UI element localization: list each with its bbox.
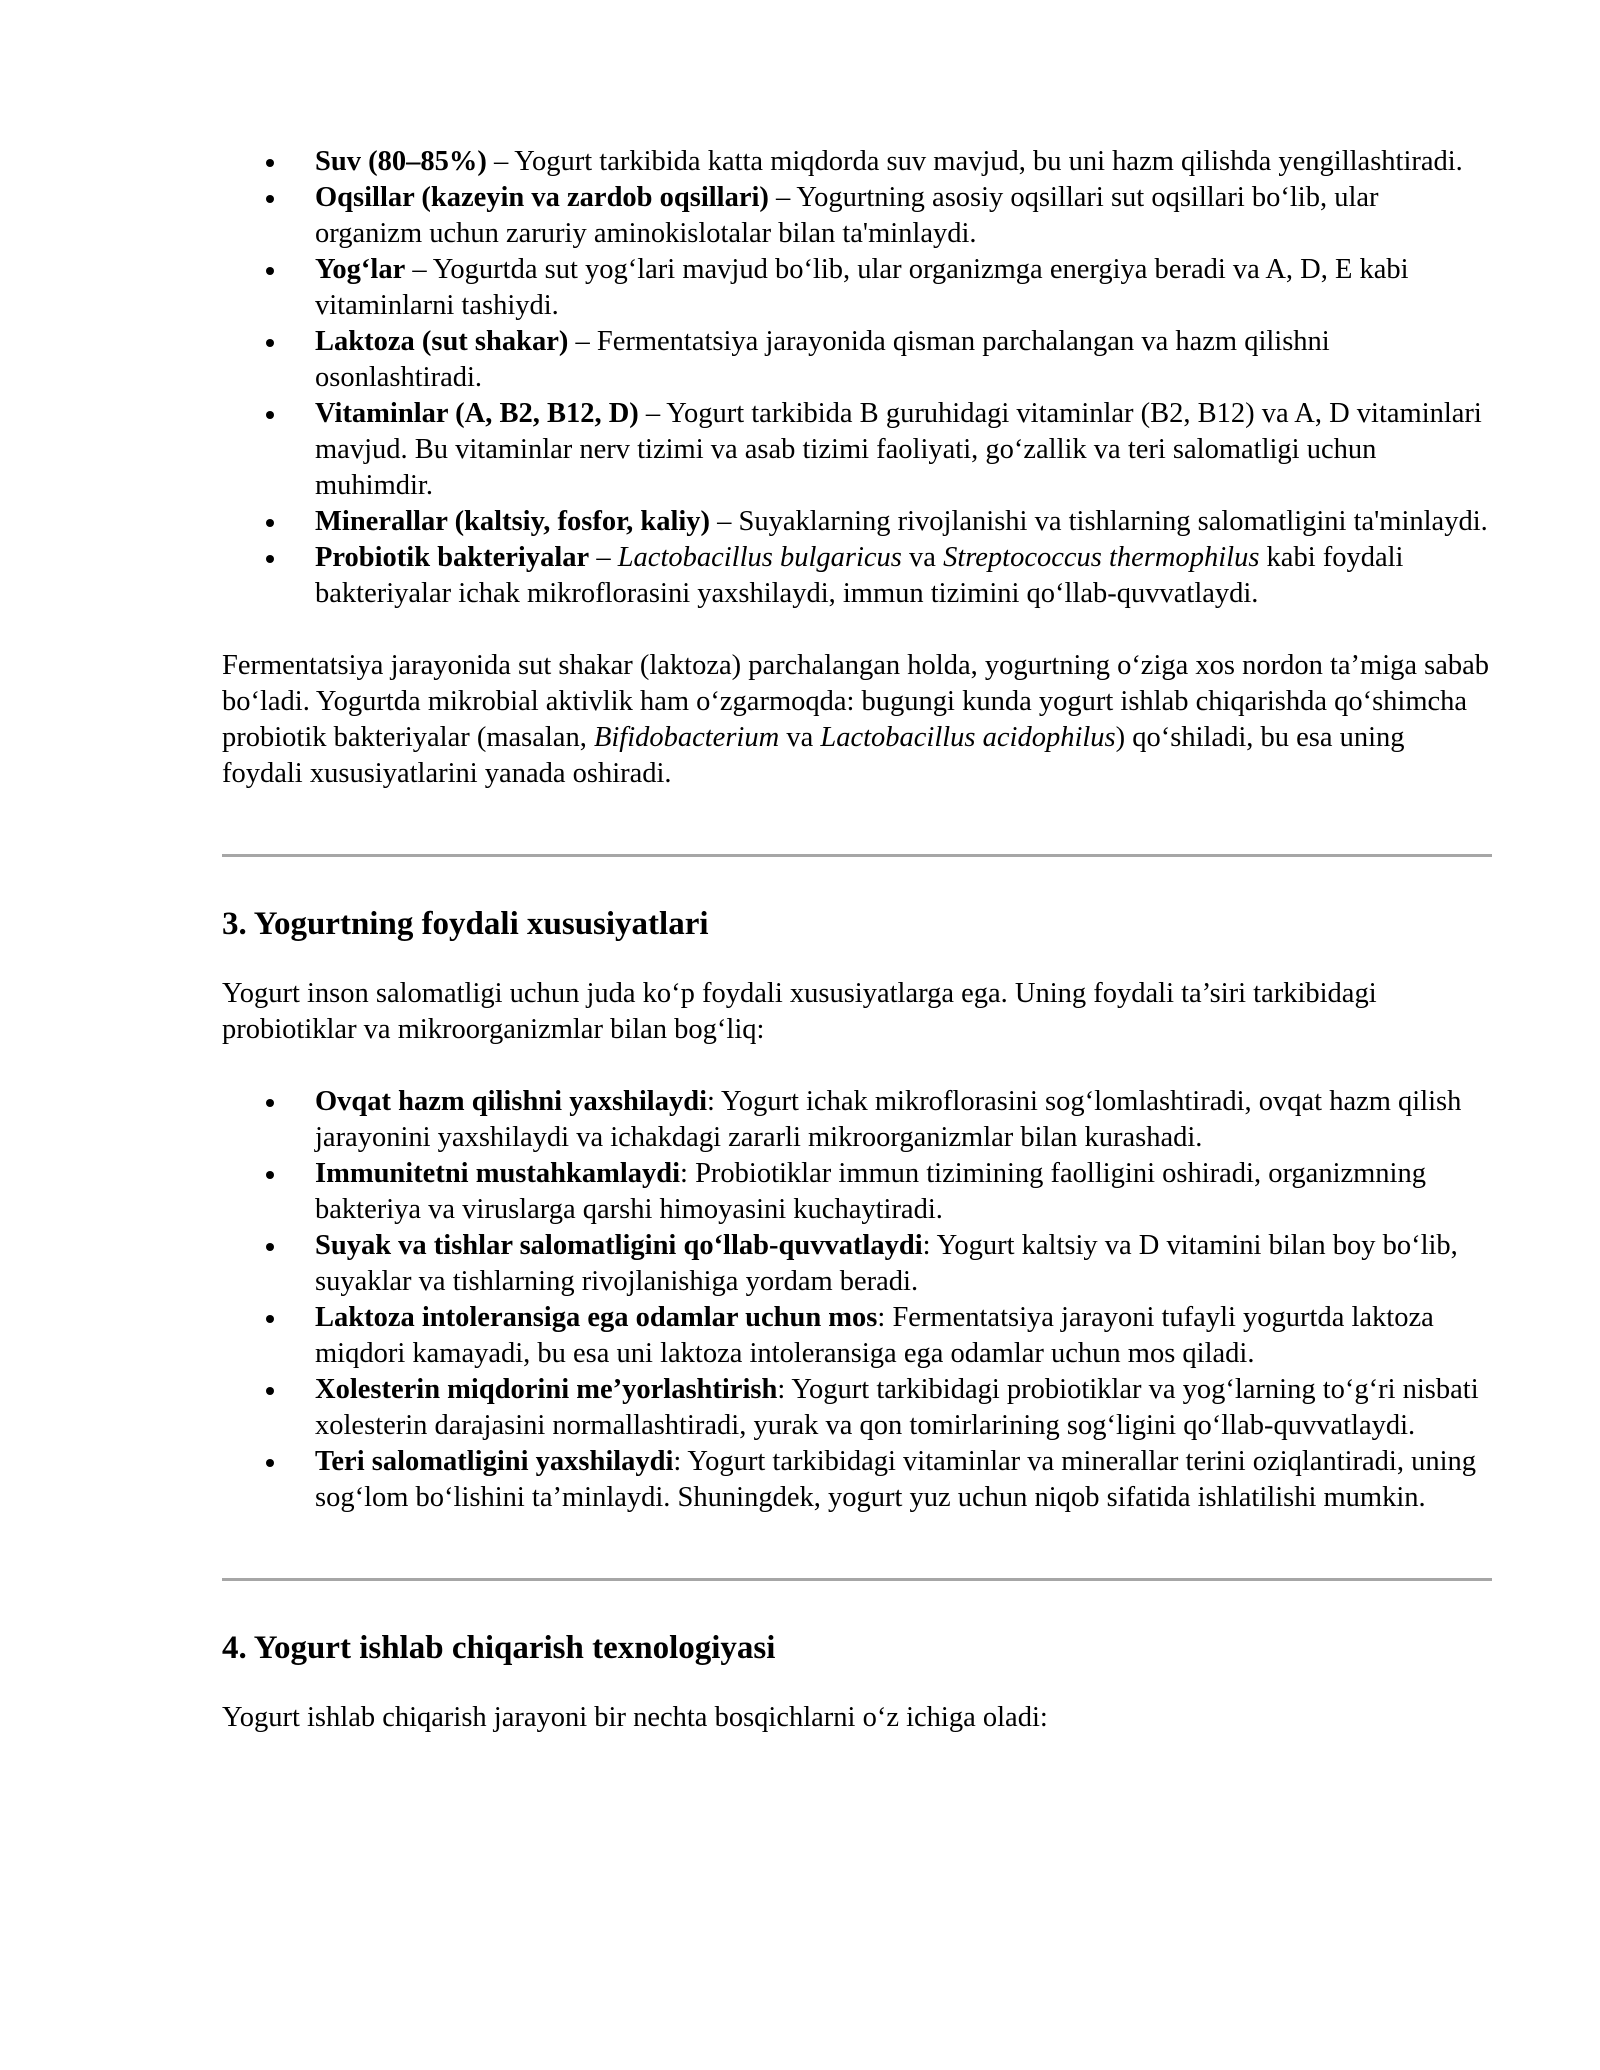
list-item-term: Vitaminlar (A, B2, B12, D) <box>315 398 639 429</box>
text-run: kabi foydali bakteriyalar ichak mikroflorasini yaxshilaydi, immun tizimini qo‘llab-quvvatlaydi. <box>315 542 1404 609</box>
text-run: Fermentatsiya jarayoni tufayli yogurtda laktoza miqdori kamayadi, bu esa uni laktoza intoleransiga ega odamlar uchun mos qiladi. <box>315 1302 1434 1369</box>
list-item <box>315 1372 1492 1444</box>
list-item-separator: – <box>568 326 597 357</box>
list-item <box>315 144 1492 180</box>
list-item-term: Suv (80–85%) <box>315 146 487 177</box>
list-item-term: Oqsillar (kazeyin va zardob oqsillari) <box>315 182 769 213</box>
italic-text: Streptococcus thermophilus <box>943 542 1260 573</box>
list-item-separator: : <box>922 1230 937 1261</box>
text-run: Yogurt ichak mikroflorasini sog‘lomlashtiradi, ovqat hazm qilish jarayonini yaxshilaydi va ichakdagi zararli mikroorganizmlar bilan kurashadi. <box>315 1086 1462 1153</box>
bullet-icon <box>266 1243 274 1251</box>
section-4-intro: Yogurt ishlab chiqarish jarayoni bir nechta bosqichlarni o‘z ichiga oladi: <box>222 1702 1048 1733</box>
list-item-separator: – <box>589 542 618 573</box>
list-item <box>315 1300 1492 1372</box>
bullet-icon <box>266 519 274 527</box>
list-item <box>315 1156 1492 1228</box>
section-3-heading: 3. Yogurtning foydali xususiyatlari <box>222 906 709 942</box>
list-item <box>315 252 1492 324</box>
bullet-icon <box>266 339 274 347</box>
list-item-term: Laktoza intoleransiga ega odamlar uchun mos <box>315 1302 878 1333</box>
spacer <box>222 1581 1492 1628</box>
bullet-icon <box>266 267 274 275</box>
list-item-separator: : <box>680 1158 696 1189</box>
spacer <box>222 1048 1492 1084</box>
text-run: Yogurt tarkibida katta miqdorda suv mavjud, bu uni hazm qilishda yengillashtiradi. <box>514 146 1463 177</box>
text-run: Suyaklarning rivojlanishi va tishlarning salomatligini ta'minlaydi. <box>738 506 1488 537</box>
bullet-icon <box>266 1099 274 1107</box>
text-run: Yogurt kaltsiy va D vitamini bilan boy bo‘lib, suyaklar va tishlarning rivojlanishiga yordam beradi. <box>315 1230 1458 1297</box>
list-item-term: Ovqat hazm qilishni yaxshilaydi <box>315 1086 707 1117</box>
bullet-icon <box>266 1171 274 1179</box>
italic-text: Lactobacillus acidophilus <box>820 722 1116 753</box>
section-3-intro: Yogurt inson salomatligi uchun juda ko‘p foydali xususiyatlarga ega. Uning foydali ta’siri tarkibidagi probiotiklar va mikroorganizmlar bilan bog‘liq: <box>222 978 1377 1045</box>
text-run: va <box>901 542 944 573</box>
list-item-separator: – <box>768 182 797 213</box>
list-item <box>315 180 1492 252</box>
spacer <box>222 944 1492 976</box>
list-item-separator: : <box>673 1446 688 1477</box>
bullet-icon <box>266 1387 274 1395</box>
composition-list <box>222 144 1492 612</box>
list-item-separator: : <box>877 1302 893 1333</box>
list-item-separator: : <box>777 1374 792 1405</box>
list-item-separator: – <box>710 506 739 537</box>
spacer <box>222 1516 1492 1578</box>
bullet-icon <box>266 195 274 203</box>
list-item <box>315 540 1492 612</box>
text-run: Yogurtning asosiy oqsillari sut oqsillari bo‘lib, ular organizm uchun zaruriy aminokislotalar bilan ta'minlaydi. <box>315 182 1379 249</box>
list-item-term: Immunitetni mustahkamlaydi <box>315 1158 681 1189</box>
list-item-term: Teri salomatligini yaxshilaydi <box>315 1446 674 1477</box>
bullet-icon <box>266 555 274 563</box>
list-item <box>315 504 1492 540</box>
text-run: va <box>779 722 821 753</box>
page-content <box>222 144 1492 1736</box>
benefits-list <box>222 1084 1492 1516</box>
list-item <box>315 324 1492 396</box>
text-run: Yogurtda sut yog‘lari mavjud bo‘lib, ular organizmga energiya beradi va A, D, E kabi vitaminlarni tashiydi. <box>315 254 1409 321</box>
text-run: Yogurt tarkibidagi probiotiklar va yog‘larning to‘g‘ri nisbati xolesterin darajasini normallashtiradi, yurak va qon tomirlarining sog‘ligini qo‘llab-quvvatlaydi. <box>315 1374 1479 1441</box>
text-run: Fermentatsiya jarayonida sut shakar (laktoza) parchalangan holda, yogurtning o‘ziga xos nordon ta’miga sabab bo‘ladi. Yogurtda mikrobial aktivlik ham o‘zgarmoqda: bugungi kunda yogurt ishlab chiqarishda qo‘shimcha probiotik bakteriyalar (masalan, <box>222 650 1490 753</box>
spacer <box>222 1668 1492 1700</box>
bullet-icon <box>266 159 274 167</box>
list-item-separator: – <box>486 146 515 177</box>
list-item-term: Xolesterin miqdorini me’yorlashtirish <box>315 1374 778 1405</box>
text-run: Fermentatsiya jarayonida qisman parchalangan va hazm qilishni osonlashtiradi. <box>315 326 1330 393</box>
list-item-term: Probiotik bakteriyalar <box>315 542 590 573</box>
bullet-icon <box>266 1315 274 1323</box>
italic-text: Bifidobacterium <box>593 722 780 753</box>
section-4-heading: 4. Yogurt ishlab chiqarish texnologiyasi <box>222 1630 776 1666</box>
list-item <box>315 396 1492 504</box>
spacer <box>222 857 1492 904</box>
text-run: Yogurt tarkibida B guruhidagi vitaminlar (B2, B12) va A, D vitaminlari mavjud. Bu vitaminlar nerv tizimi va asab tizimi faoliyati, go‘zallik va teri salomatligi uchun muhimdir. <box>315 398 1482 501</box>
spacer <box>222 612 1492 648</box>
list-item-separator: : <box>707 1086 721 1117</box>
list-item-term: Suyak va tishlar salomatligini qo‘llab-quvvatlaydi <box>315 1230 923 1261</box>
list-item <box>315 1444 1492 1516</box>
spacer <box>222 792 1492 854</box>
text-run: Yogurt tarkibidagi vitaminlar va minerallar terini oziqlantiradi, uning sog‘lom bo‘lishini ta’minlaydi. Shuningdek, yogurt yuz uchun niqob sifatida ishlatilishi mumkin. <box>315 1446 1477 1513</box>
text-run: Probiotiklar immun tizimining faolligini oshiradi, organizmning bakteriya va viruslarga qarshi himoyasini kuchaytiradi. <box>315 1158 1426 1225</box>
list-item-term: Minerallar (kaltsiy, fosfor, kaliy) <box>315 506 711 537</box>
list-item-term: Yog‘lar <box>315 254 406 285</box>
list-item-separator: – <box>405 254 433 285</box>
italic-text: Lactobacillus bulgaricus <box>617 542 902 573</box>
text-run: ) qo‘shiladi, bu esa uning foydali xususiyatlarini yanada oshiradi. <box>222 722 1405 789</box>
list-item <box>315 1228 1492 1300</box>
bullet-icon <box>266 411 274 419</box>
bullet-icon <box>266 1459 274 1467</box>
list-item-separator: – <box>638 398 667 429</box>
list-item <box>315 1084 1492 1156</box>
list-item-term: Laktoza (sut shakar) <box>315 326 569 357</box>
fermentation-paragraph <box>222 648 1492 792</box>
